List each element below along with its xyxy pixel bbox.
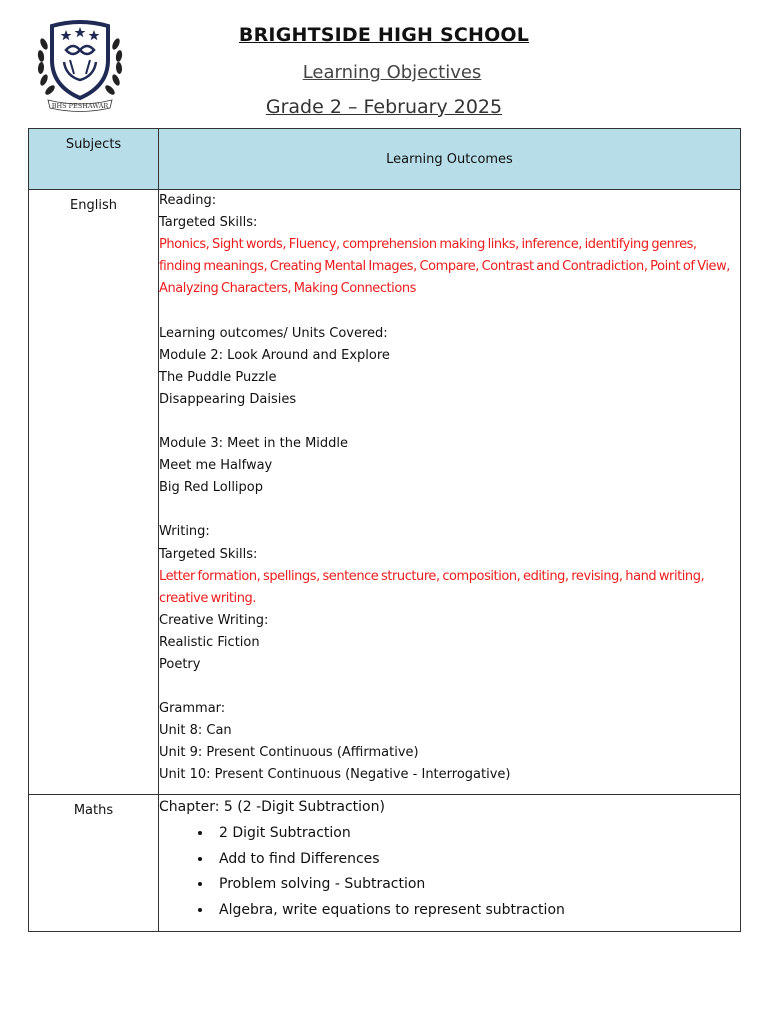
table-row-english: [29, 190, 741, 795]
grammar-label: Grammar:: [159, 701, 226, 717]
module-2-item: The Puddle Puzzle: [159, 369, 277, 385]
grammar-item: Unit 10: Present Continuous (Negative - Interrogative): [159, 767, 511, 783]
creative-writing-item: Realistic Fiction: [159, 634, 260, 650]
module-3-item: Big Red Lollipop: [159, 480, 264, 496]
list-item: • 2 Digit Subtraction: [213, 821, 740, 847]
creative-writing-item: Poetry: [159, 656, 201, 672]
writing-label: Writing:: [159, 524, 210, 540]
list-item: • Problem solving - Subtraction: [213, 872, 740, 898]
module-3-item: Meet me Halfway: [159, 458, 273, 474]
writing-skills-label: Targeted Skills:: [159, 546, 258, 562]
maths-bullet-list: [159, 821, 740, 923]
table-header-row: [29, 129, 741, 190]
reading-label: Reading:: [159, 193, 217, 208]
grammar-item: Unit 9: Present Continuous (Affirmative): [159, 745, 419, 761]
grade-line: Grade 2 – February 2025: [265, 96, 503, 118]
reading-skills-text: Phonics, Sight words, Fluency, comprehension making links, inference, identifying genres, finding meanings, Creating Mental Images, Compare, Contrast and Contradiction, Point of View, Analyzing Characters, Making Connections: [159, 237, 730, 297]
grammar-item: Unit 8: Can: [159, 723, 232, 739]
maths-chapter: Chapter: 5 (2 -Digit Subtraction): [159, 799, 385, 815]
writing-skills-text: Letter formation, spellings, sentence structure, composition, editing, revising, hand writing, creative writing.: [159, 568, 705, 606]
learning-objectives-table: [28, 128, 741, 932]
logo-text: BHS PESHAWAR: [51, 102, 109, 110]
list-item: • Add to find Differences: [213, 847, 740, 873]
header-learning-outcomes: Learning Outcomes: [159, 129, 741, 190]
subject-english: English: [29, 190, 159, 795]
subject-maths: Maths: [29, 795, 159, 932]
units-covered-label: Learning outcomes/ Units Covered:: [159, 325, 388, 341]
maths-outcomes: [159, 795, 741, 932]
table-row-maths: [29, 795, 741, 932]
school-name: BRIGHTSIDE HIGH SCHOOL: [238, 24, 530, 46]
module-2-title: Module 2: Look Around and Explore: [159, 347, 390, 363]
document-subtitle: Learning Objectives: [302, 62, 482, 83]
header-subjects: Subjects: [29, 129, 159, 190]
module-3-title: Module 3: Meet in the Middle: [159, 436, 349, 452]
english-outcomes: [159, 190, 741, 795]
list-item: • Algebra, write equations to represent subtraction: [213, 898, 740, 924]
creative-writing-label: Creative Writing:: [159, 612, 269, 628]
module-2-item: Disappearing Daisies: [159, 391, 297, 407]
reading-skills-label: Targeted Skills:: [159, 215, 258, 231]
